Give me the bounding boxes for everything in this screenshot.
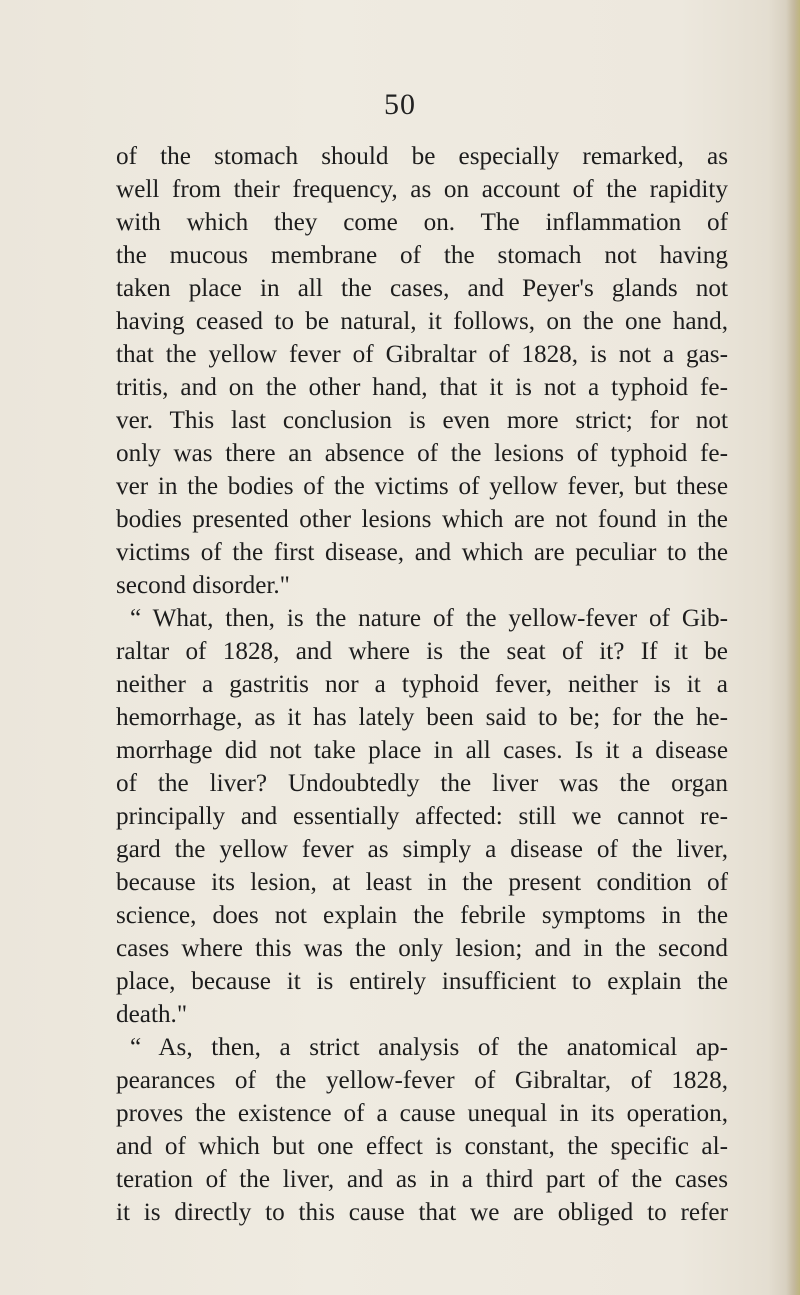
text-line: tritis, and on the other hand, that it is not a typhoid fe- [116,374,728,401]
text-line: gard the yellow fever as simply a disease of the liver, [116,836,728,863]
text-line: “ As, then, a strict analysis of the anatomical ap- [130,1034,728,1061]
text-line: proves the existence of a cause unequal in its operation, [116,1100,728,1127]
text-line: having ceased to be natural, it follows, on the one hand, [116,308,728,335]
text-line: of the stomach should be especially remarked, as [116,143,728,170]
page-edge-shadow [786,0,800,1295]
body-text [116,140,728,1229]
text-line: only was there an absence of the lesions of typhoid fe- [116,440,728,467]
text-line: neither a gastritis nor a typhoid fever, neither is it a [116,671,728,698]
text-line: the mucous membrane of the stomach not having [116,242,728,269]
text-line: teration of the liver, and as in a third part of the cases [116,1166,728,1193]
text-line: place, because it is entirely insufficient to explain the [116,968,728,995]
text-line: raltar of 1828, and where is the seat of it? If it be [116,638,728,665]
text-line: science, does not explain the febrile symptoms in the [116,902,728,929]
text-line: death." [116,1001,188,1028]
page-number: 50 [384,88,416,121]
text-line: ver. This last conclusion is even more strict; for not [116,407,728,434]
text-line: second disorder." [116,572,290,599]
text-line: morrhage did not take place in all cases. Is it a disease [116,737,728,764]
text-line: and of which but one effect is constant, the specific al- [116,1133,728,1160]
text-line: of the liver? Undoubtedly the liver was the organ [116,770,728,797]
text-line: hemorrhage, as it has lately been said to be; for the he- [116,704,728,731]
text-line: because its lesion, at least in the present condition of [116,869,728,896]
text-line: ver in the bodies of the victims of yellow fever, but these [116,473,728,500]
text-line: victims of the first disease, and which are peculiar to the [116,539,728,566]
text-line: pearances of the yellow-fever of Gibraltar, of 1828, [116,1067,728,1094]
text-line: that the yellow fever of Gibraltar of 1828, is not a gas- [116,341,728,368]
text-line: it is directly to this cause that we are obliged to refer [116,1199,728,1226]
text-line: with which they come on. The inflammation of [116,209,728,236]
text-line: principally and essentially affected: still we cannot re- [116,803,728,830]
text-line: cases where this was the only lesion; and in the second [116,935,728,962]
text-line: well from their frequency, as on account of the rapidity [116,176,728,203]
text-line: “ What, then, is the nature of the yellow-fever of Gib- [130,605,728,632]
text-line: taken place in all the cases, and Peyer's glands not [116,275,728,302]
text-line: bodies presented other lesions which are not found in the [116,506,728,533]
